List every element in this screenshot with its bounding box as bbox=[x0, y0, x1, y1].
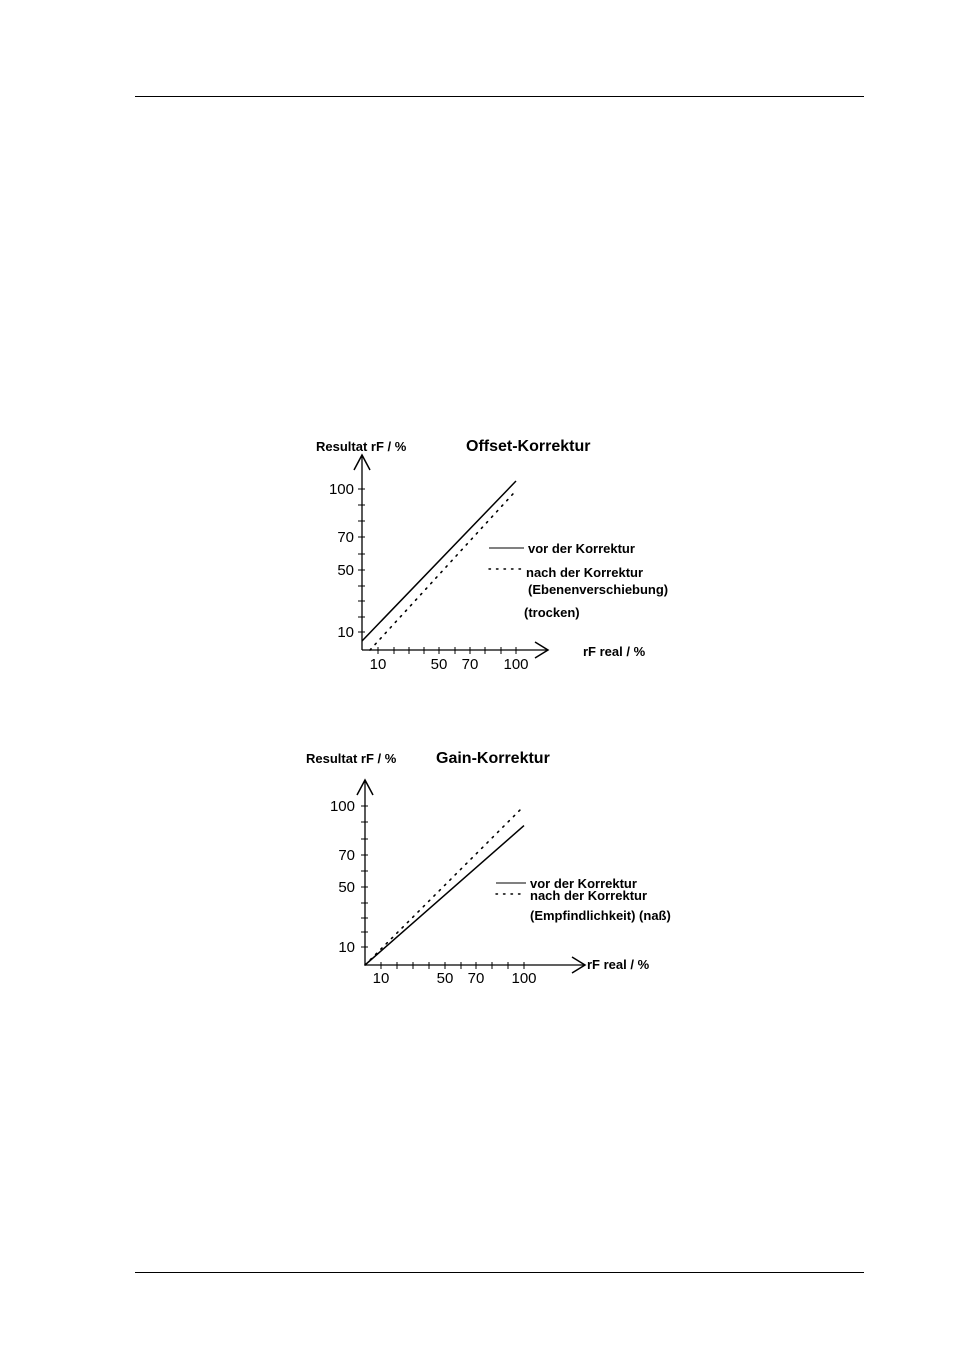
legend-label: (trocken) bbox=[524, 605, 580, 620]
series-nach-der-korrektur-line bbox=[365, 806, 524, 965]
y-tick-label: 10 bbox=[338, 939, 355, 956]
chart-title: Gain-Korrektur bbox=[436, 750, 550, 767]
x-axis-label: rF real / % bbox=[583, 644, 646, 659]
legend-label: vor der Korrektur bbox=[530, 876, 637, 891]
y-axis-label: Resultat rF / % bbox=[316, 439, 407, 454]
x-tick-label: 10 bbox=[369, 656, 387, 673]
chart-title: Offset-Korrektur bbox=[466, 438, 591, 455]
x-tick-label: 100 bbox=[503, 656, 529, 673]
legend-label: vor der Korrektur bbox=[528, 541, 635, 556]
y-tick-label: 100 bbox=[329, 798, 355, 815]
x-tick-label: 50 bbox=[436, 970, 454, 987]
x-axis-label: rF real / % bbox=[587, 957, 650, 972]
x-tick-label: 70 bbox=[467, 970, 485, 987]
y-tick-label: 100 bbox=[328, 481, 354, 498]
legend-label: nach der Korrektur bbox=[530, 888, 648, 903]
y-tick-label: 10 bbox=[337, 624, 354, 641]
legend-label: (Ebenenverschiebung) bbox=[528, 582, 669, 597]
legend-label: (Empfindlichkeit) (naß) bbox=[530, 908, 671, 923]
x-tick-label: 70 bbox=[461, 656, 479, 673]
x-tick-label: 50 bbox=[430, 656, 448, 673]
y-tick-label: 70 bbox=[337, 529, 354, 546]
y-tick-label: 50 bbox=[338, 879, 355, 896]
y-tick-label: 50 bbox=[337, 562, 354, 579]
series-vor-der-korrektur-line bbox=[365, 826, 524, 965]
x-tick-label: 10 bbox=[372, 970, 390, 987]
y-tick-label: 70 bbox=[338, 847, 355, 864]
x-tick-label: 100 bbox=[511, 970, 537, 987]
y-axis-label: Resultat rF / % bbox=[306, 751, 397, 766]
legend-label: nach der Korrektur bbox=[526, 565, 644, 580]
